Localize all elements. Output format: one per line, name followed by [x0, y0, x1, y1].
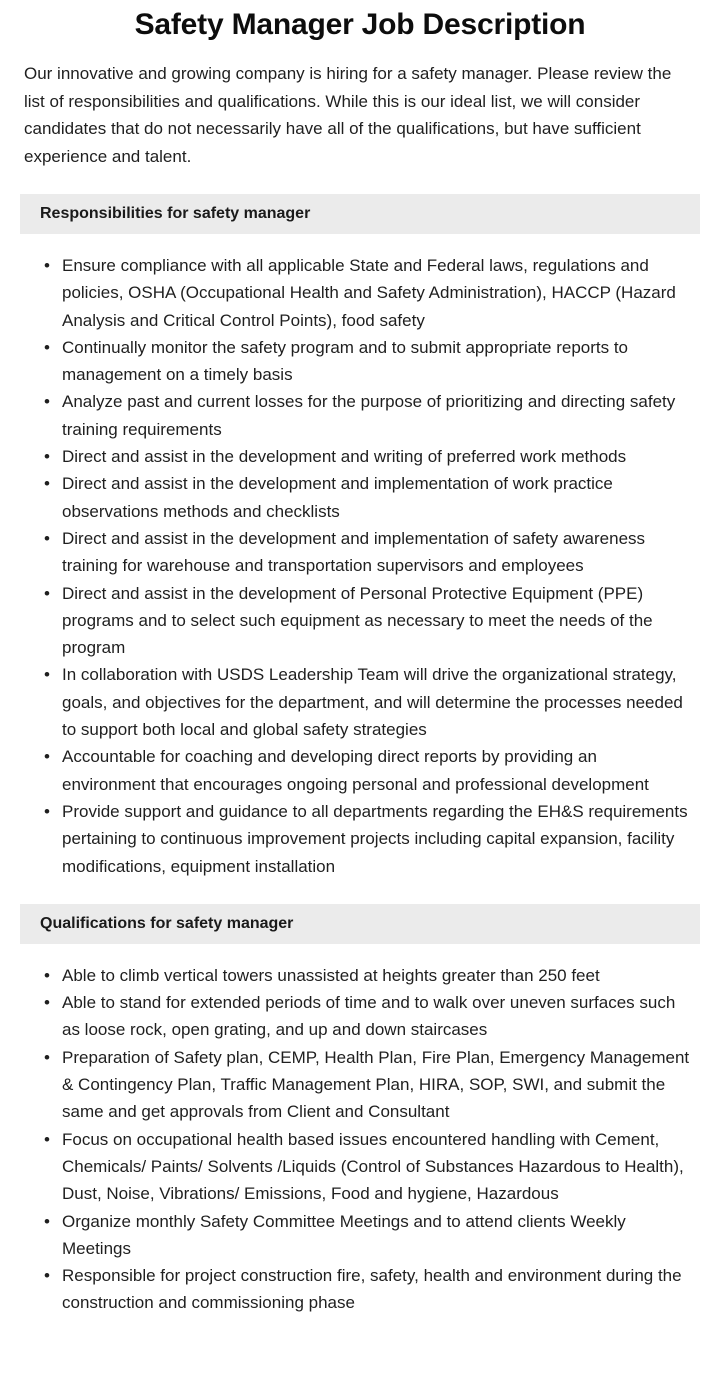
list-item: • Direct and assist in the development of Personal Protective Equipment (PPE) programs and to select such equipment as necessary to meet the needs of the program: [0, 580, 695, 662]
list-item: • Organize monthly Safety Committee Meetings and to attend clients Weekly Meetings: [0, 1208, 695, 1263]
list-item: • Accountable for coaching and developing direct reports by providing an environment that encourages ongoing personal and professional development: [0, 743, 695, 798]
list-item: • In collaboration with USDS Leadership Team will drive the organizational strategy, goals, and objectives for the department, and will determine the processes needed to support both local and global safety strategies: [0, 661, 695, 743]
responsibilities-list: [0, 252, 720, 880]
list-item: • Able to climb vertical towers unassisted at heights greater than 250 feet: [0, 962, 695, 989]
list-item: • Direct and assist in the development and implementation of safety awareness training for warehouse and transportation supervisors and employees: [0, 525, 695, 580]
list-item: • Direct and assist in the development and implementation of work practice observations methods and checklists: [0, 470, 695, 525]
intro-paragraph: Our innovative and growing company is hiring for a safety manager. Please review the list of responsibilities and qualifications. While this is our ideal list, we will consider candidates that do not necessarily have all of the qualifications, but have sufficient experience and talent.: [24, 64, 672, 166]
section-responsibilities: [0, 194, 720, 880]
list-item: • Focus on occupational health based issues encountered handling with Cement, Chemicals/ Paints/ Solvents /Liquids (Control of Substances Hazardous to Health), Dust, Noise, Vibrations/ Emissions, Food and hygiene, Hazardous: [0, 1126, 695, 1208]
list-item: • Able to stand for extended periods of time and to walk over uneven surfaces such as loose rock, open grating, and up and down staircases: [0, 989, 695, 1044]
bottom-spacer: [0, 1317, 720, 1361]
list-item: • Continually monitor the safety program and to submit appropriate reports to management on a timely basis: [0, 334, 695, 389]
section-header-band-qualifications: [20, 904, 700, 944]
list-item: • Ensure compliance with all applicable State and Federal laws, regulations and policies, OSHA (Occupational Health and Safety Administration), HACCP (Hazard Analysis and Critical Control Points), food safety: [0, 252, 695, 334]
qualifications-list: [0, 962, 720, 1317]
page-title: Safety Manager Job Description: [134, 8, 586, 41]
list-item: • Direct and assist in the development and writing of preferred work methods: [0, 443, 695, 470]
list-item: • Analyze past and current losses for the purpose of prioritizing and directing safety training requirements: [0, 388, 695, 443]
list-item: • Preparation of Safety plan, CEMP, Health Plan, Fire Plan, Emergency Management & Contingency Plan, Traffic Management Plan, HIRA, SOP, SWI, and submit the same and get approvals from Client and Consultant: [0, 1044, 695, 1126]
section-header-band-responsibilities: [20, 194, 700, 234]
list-item: • Provide support and guidance to all departments regarding the EH&S requirements pertaining to continuous improvement projects including capital expansion, facility modifications, equipment installation: [0, 798, 695, 880]
section-heading-qualifications: Qualifications for safety manager: [40, 914, 294, 932]
section-qualifications: [0, 904, 720, 1317]
list-item: • Responsible for project construction fire, safety, health and environment during the construction and commissioning phase: [0, 1262, 695, 1317]
section-heading-responsibilities: Responsibilities for safety manager: [40, 205, 311, 222]
